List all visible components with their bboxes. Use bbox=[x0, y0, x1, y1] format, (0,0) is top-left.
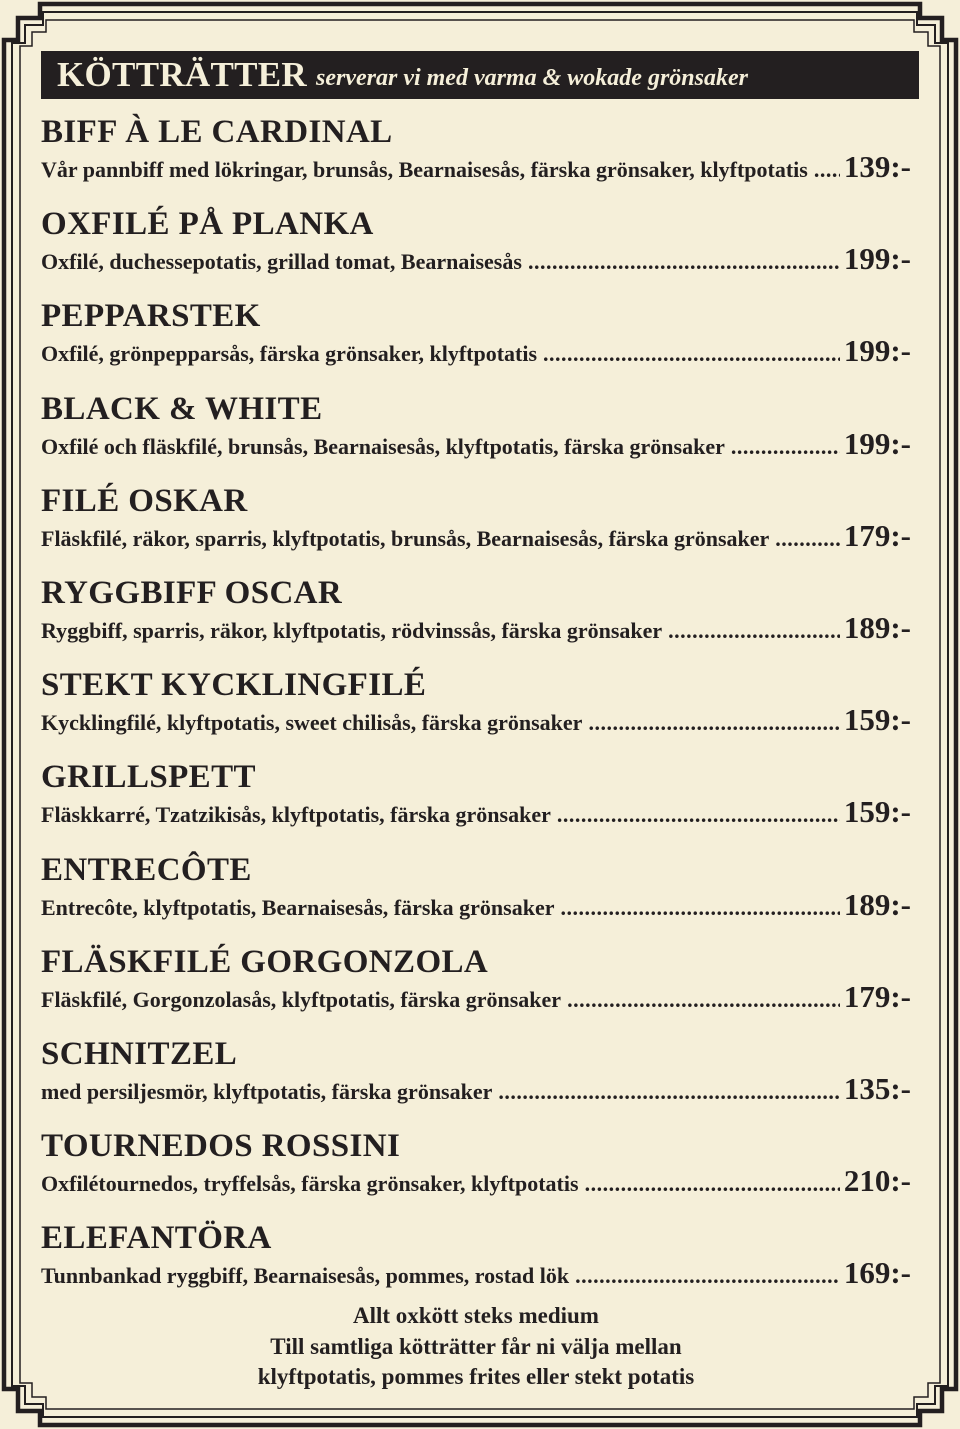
section-title: KÖTTRÄTTER bbox=[57, 55, 307, 94]
dot-leader bbox=[557, 799, 840, 831]
menu-item bbox=[41, 297, 911, 389]
menu-item-price: 210:- bbox=[843, 1163, 911, 1199]
footer-note bbox=[41, 1301, 911, 1393]
menu-item bbox=[41, 390, 911, 482]
menu-item-description: Oxfilé, duchessepotatis, grillad tomat, Bearnaisesås bbox=[41, 249, 522, 275]
menu-item-description: Tunnbankad ryggbiff, Bearnaisesås, pommes, rostad lök bbox=[41, 1263, 570, 1289]
menu-item-name: ELEFANTÖRA bbox=[41, 1220, 272, 1257]
menu-item-description: Kycklingfilé, klyftpotatis, sweet chilisås, färska grönsaker bbox=[41, 710, 583, 736]
dot-leader bbox=[668, 615, 840, 647]
dot-leader bbox=[543, 338, 840, 370]
menu-item-price: 199:- bbox=[843, 241, 911, 277]
menu-item-name: FLÄSKFILÉ GORGONZOLA bbox=[41, 943, 489, 980]
menu-item-price: 135:- bbox=[843, 1070, 911, 1106]
menu-item-name: ENTRECÔTE bbox=[41, 851, 252, 888]
menu-item-price: 159:- bbox=[843, 702, 911, 738]
menu-item bbox=[41, 1035, 911, 1127]
menu-item bbox=[41, 574, 911, 666]
menu-item-price: 159:- bbox=[843, 794, 911, 830]
menu-item bbox=[41, 482, 911, 574]
menu-item-price: 139:- bbox=[843, 149, 911, 184]
dot-leader bbox=[775, 523, 840, 555]
dot-leader bbox=[814, 154, 840, 186]
menu-item-description: Vår pannbiff med lökringar, brunsås, Bearnaisesås, färska grönsaker, klyftpotatis bbox=[41, 157, 808, 182]
dot-leader bbox=[567, 984, 840, 1016]
footer-line: Till samtliga kötträtter får ni välja mellan bbox=[270, 1333, 682, 1359]
menu-item-name: OXFILÉ PÅ PLANKA bbox=[41, 206, 374, 243]
menu-item-description: Ryggbiff, sparris, räkor, klyftpotatis, rödvinssås, färska grönsaker bbox=[41, 617, 663, 643]
menu-item bbox=[41, 1219, 911, 1311]
section-header bbox=[41, 51, 919, 99]
menu-item-description: Entrecôte, klyftpotatis, Bearnaisesås, färska grönsaker bbox=[41, 894, 555, 920]
menu-item bbox=[41, 666, 911, 758]
section-subtitle: serverar vi med varma & wokade grönsaker bbox=[316, 64, 748, 91]
menu-item-description: med persiljesmör, klyftpotatis, färska grönsaker bbox=[41, 1078, 493, 1104]
dot-leader bbox=[528, 246, 840, 278]
dot-leader bbox=[731, 431, 840, 463]
footer-line: klyftpotatis, pommes frites eller stekt potatis bbox=[257, 1364, 695, 1389]
menu-item-name: TOURNEDOS ROSSINI bbox=[41, 1128, 401, 1165]
menu-list bbox=[41, 113, 911, 1311]
menu-item-name: GRILLSPETT bbox=[41, 759, 256, 796]
menu-item bbox=[41, 943, 911, 1035]
menu-item-name: BIFF À LE CARDINAL bbox=[41, 114, 393, 150]
menu-item-description: Fläskkarré, Tzatzikisås, klyftpotatis, färska grönsaker bbox=[41, 802, 551, 828]
menu-item-price: 199:- bbox=[843, 425, 911, 461]
menu-item bbox=[41, 758, 911, 850]
menu-item-price: 199:- bbox=[843, 333, 911, 369]
menu-item-price: 169:- bbox=[843, 1255, 911, 1291]
menu-item-description: Fläskfilé, Gorgonzolasås, klyftpotatis, färska grönsaker bbox=[41, 986, 562, 1012]
menu-item-description: Oxfilé, grönpepparsås, färska grönsaker, klyftpotatis bbox=[41, 341, 538, 367]
menu-item-name: SCHNITZEL bbox=[41, 1035, 238, 1072]
dot-leader bbox=[585, 1168, 840, 1200]
dot-leader bbox=[561, 892, 840, 924]
menu-item-name: PEPPARSTEK bbox=[41, 298, 261, 335]
menu-item bbox=[41, 851, 911, 943]
menu-item bbox=[41, 113, 911, 205]
menu-item-price: 189:- bbox=[843, 609, 911, 645]
footer-line: Allt oxkött steks medium bbox=[353, 1303, 599, 1328]
menu-item-description: Fläskfilé, räkor, sparris, klyftpotatis, brunsås, Bearnaisesås, färska grönsaker bbox=[41, 525, 770, 551]
dot-leader bbox=[498, 1076, 839, 1108]
menu-item-name: STEKT KYCKLINGFILÉ bbox=[41, 667, 427, 704]
menu-item-description: Oxfilé och fläskfilé, brunsås, Bearnaisesås, klyftpotatis, färska grönsaker bbox=[41, 433, 725, 459]
menu-item-name: RYGGBIFF OSCAR bbox=[41, 574, 343, 611]
menu-item-name: BLACK & WHITE bbox=[41, 390, 323, 427]
dot-leader bbox=[575, 1260, 840, 1292]
menu-item bbox=[41, 1127, 911, 1219]
menu-item bbox=[41, 205, 911, 297]
menu-item-price: 179:- bbox=[843, 978, 911, 1014]
menu-item-description: Oxfilétournedos, tryffelsås, färska grönsaker, klyftpotatis bbox=[41, 1171, 579, 1197]
menu-item-price: 189:- bbox=[843, 886, 911, 922]
menu-item-name: FILÉ OSKAR bbox=[41, 482, 248, 519]
dot-leader bbox=[588, 707, 839, 739]
menu-item-price: 179:- bbox=[843, 517, 911, 553]
